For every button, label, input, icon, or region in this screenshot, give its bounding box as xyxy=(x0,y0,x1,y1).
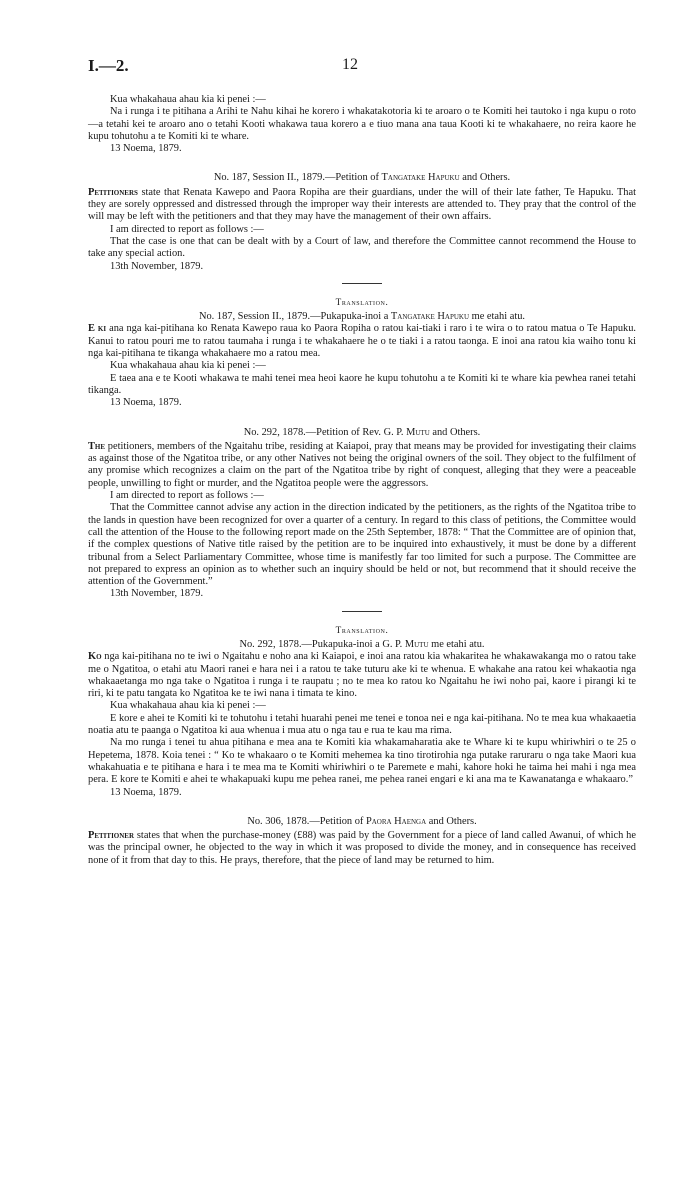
section-divider-rule xyxy=(342,283,382,284)
translation-292-title-post: me etahi atu. xyxy=(428,638,485,650)
petition-292-title-pre: No. 292, 1878.—Petition of Rev. G. P. xyxy=(243,426,407,438)
petition-187-title-post: and Others. xyxy=(459,172,511,184)
translation-292-report-2: Na mo runga i tenei tu ahua pitihana e mea ana te Komiti kia whakamaharatia ake te Whare ki te kupu whiriwhiri o te 25 o Hepetema, 1878. Koia tenei : “ Ko te whakaaro o te Komiti mehemea ka tino tirotirohia nga putake raruraru o nga take Maori kua whakahuatia e te pitihana e hara i te mea ma te Komiti whiriwhiri o te Paremete e mahi, kahore hoki he taima hei mahi i nga mea pera. E kore te Komiti e ahei te whakapuaki kupu me pehea ranei, me pehea ranei engari e ki ana ma te Kawanatanga e whakaaro.” xyxy=(88,737,636,786)
petition-292-title xyxy=(88,427,636,439)
petition-187-report: That the case is one that can be dealt with by a Court of law, and therefore the Committee cannot recommend the House to take any special action. xyxy=(88,235,636,260)
petition-306-body xyxy=(88,830,636,867)
petition-187-title-name: Tangatake Hapuku xyxy=(381,172,460,184)
petition-187-text: state that Renata Kawepo and Paora Ropiha are their guardians, under the will of their late father, Te Hapuku. That they are sorely oppressed and distressed through the improper way their interests are attended to. They pray that the control of the will may be left with the petitioners and that they may have the management of their own affairs. xyxy=(88,186,636,223)
petition-187-date: 13th November, 1879. xyxy=(110,260,204,272)
petition-187-title xyxy=(88,172,636,184)
petition-306-title-name: Paora Haenga xyxy=(365,815,427,827)
intro-paragraph: Na i runga i te pitihana a Arihi te Nahu kihai he korero i whakatakotoria ki te aroaro o te Komiti hei tautoko i nga kupu o roto—a tetahi kei te aroaro ano o tetahi Kooti whakawa taua korero a e tiuo mana ana taua Kooti ki te whakahaere, no reira kaore he kupu tohutohu a te Komiti ki te whare. xyxy=(88,106,636,142)
petition-306-title-pre: No. 306, 1878.—Petition of xyxy=(247,815,366,827)
translation-187-date: 13 Noema, 1879. xyxy=(110,397,182,409)
translation-187-body xyxy=(88,323,636,360)
translation-187-title-pre: No. 187, Session II., 1879.—Pukapuka-inoi a xyxy=(198,311,391,323)
petition-306-title xyxy=(88,816,636,828)
translation-187-title xyxy=(88,311,636,323)
translation-292-body xyxy=(88,651,636,700)
petition-187-body xyxy=(88,187,636,224)
petition-292-title-name: Mutu xyxy=(406,426,430,438)
petition-292-date: 13th November, 1879. xyxy=(110,588,204,600)
translation-292-title xyxy=(88,639,636,651)
translation-187-lead: E ki xyxy=(88,323,107,335)
petition-292-title-post: and Others. xyxy=(429,426,481,438)
section-divider-rule xyxy=(342,611,382,612)
translation-292-report: E kore e ahei te Komiti ki te tohutohu i tetahi huarahi penei me tenei e tonoa nei e nga kai-pitihana. No te mea kua whakaaetia noatia atu te paanga o Ngatitoa ki aua whenua i mua atu o nga tau e rua te kau ma rima. xyxy=(88,712,636,737)
translation-292-title-name: Mutu xyxy=(404,638,429,650)
translation-292-label: Translation. xyxy=(335,624,389,635)
translation-187-text: ana nga kai-pitihana ko Renata Kawepo raua ko Paora Ropiha o ratou kai-tiaki i raro i te wira o to ratou matua o Te Hapuku. Kanui to ratou pouri me to ratou taumaha i runga i te whakahaere he o te tiaki i a ratou taonga. E inoi ana ratou kia waiho tonu ki nga kai-pitihana te tikanga whakahaere mo a ratou mea. xyxy=(88,323,636,360)
petition-292-body xyxy=(88,441,636,490)
page-header xyxy=(88,56,612,76)
intro-directive: Kua whakahaua ahau kia ki penei :— xyxy=(110,94,266,105)
petition-187-lead: Petitioners xyxy=(88,186,138,198)
petition-187-directive: I am directed to report as follows :— xyxy=(110,223,264,235)
document-code: I.—2. xyxy=(88,56,129,75)
page-number: 12 xyxy=(342,56,358,73)
translation-292-lead: Ko xyxy=(88,651,102,663)
petition-306-lead: Petitioner xyxy=(88,830,135,842)
intro-date: 13 Noema, 1879. xyxy=(110,143,182,155)
page-content xyxy=(88,94,636,867)
petition-292-report: That the Committee cannot advise any action in the direction indicated by the petitioners, as the rights of the Ngatitoa tribe to the lands in question have been recognized for over a quarter of a century. In regard to this class of petitions, the Committee would call the attention of the House to the following report made on the 25th September, 1878: “ That the Committee are of opinion that, if the complex questions of Native title raised by the petition are to be inquired into exhaustively, it must be done by a different tribunal from a Select Parliamentary Committee, whose time is manifestly far too limited for such a purpose. The Committee are not prepared to express an opinion as to whether such an inquiry should be held or not, but recommend that it should receive the attention of the Government.” xyxy=(88,502,636,588)
translation-292-text: nga kai-pitihana no te iwi o Ngaitahu e noho ana ki Kaiapoi, e inoi ana ratou kia whakaritea he whakawakanga mo o ratou take me o Ngatitoa, o etahi atu Maori ranei e hara nei i a ratou te take tuturu ake ki te whenua. E whakahe ana ratou kei whakaotia nga whakaaetanga mo nga take o Ngatitoa i runga i te raupatu ; no te mea ko ratou ko Ngaitahu he iwi noho pai, kaore i pirangi ki te riri, ki te patu tangata ko Ngatitoa ke te iwi nana i timata te kino. xyxy=(88,651,636,700)
petition-292-directive: I am directed to report as follows :— xyxy=(110,490,264,502)
petition-187-title-pre: No. 187, Session II., 1879.—Petition of xyxy=(213,172,382,184)
petition-292-text: petitioners, members of the Ngaitahu tribe, residing at Kaiapoi, pray that means may be provided for investigating their claims as against those of the Ngatitoa tribe, or any other Natives not being the original owners of the soil. They object to the fulfilment of any promise which recognizes a claim on the part of the Ngatitoa tribe by right of conquest, alleging that they were a peaceable people, unwilling to fight or murder, and the Ngatitoa people were the aggressors. xyxy=(88,440,636,489)
petition-292-lead: The xyxy=(88,440,106,452)
translation-187-title-post: me etahi atu. xyxy=(469,311,526,323)
translation-187-report: E taea ana e te Kooti whakawa te mahi tenei mea heoi kaore he kupu tohutohu a te Komiti ki te whare kia pewhea ranei tetahi tikanga. xyxy=(88,372,636,396)
translation-292-directive: Kua whakahaua ahau kia ki penei :— xyxy=(110,700,266,712)
translation-292-title-pre: No. 292, 1878.—Pukapuka-inoi a G. P. xyxy=(239,638,405,650)
translation-292-date: 13 Noema, 1879. xyxy=(110,786,182,798)
translation-187-label: Translation. xyxy=(335,296,389,307)
petition-306-title-post: and Others. xyxy=(426,815,477,827)
translation-187-title-name: Tangatake Hapuku xyxy=(390,311,470,323)
petition-306-text: states that when the purchase-money (£88) was paid by the Government for a piece of land called Awanui, of which he was the principal owner, he objected to the way in which it was proposed to divide the money, and in consequence has received none of it from that day to this. He prays, therefore, that the piece of land may be returned to him. xyxy=(88,830,636,866)
translation-187-directive: Kua whakahaua ahau kia ki penei :— xyxy=(110,360,266,372)
